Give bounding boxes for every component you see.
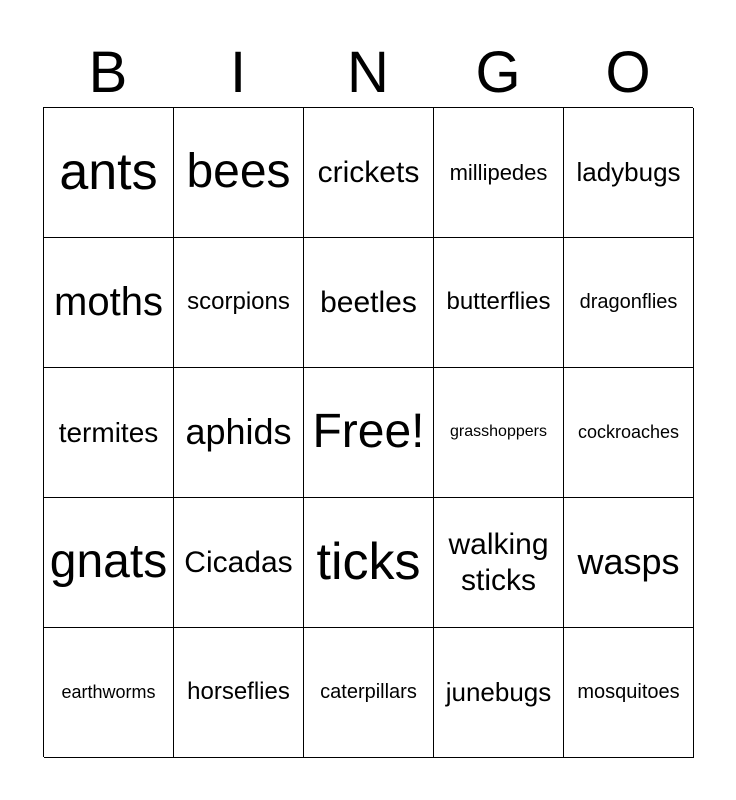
bingo-cell-r5c1: earthworms	[44, 628, 174, 758]
bingo-cell-r2c2: scorpions	[174, 238, 304, 368]
bingo-cell-r5c3: caterpillars	[304, 628, 434, 758]
bingo-cell-r1c4: millipedes	[434, 108, 564, 238]
bingo-cell-r5c2: horseflies	[174, 628, 304, 758]
bingo-cell-r2c5: dragonflies	[564, 238, 694, 368]
bingo-cell-r1c3: crickets	[304, 108, 434, 238]
header-letter-b: B	[88, 40, 128, 105]
bingo-cell-r4c4: walking sticks	[434, 498, 564, 628]
bingo-cell-r3c1: termites	[44, 368, 174, 498]
header-letter-i: I	[229, 40, 247, 105]
bingo-cell-r5c5: mosquitoes	[564, 628, 694, 758]
header-letter-g: G	[475, 40, 521, 105]
bingo-cell-r3c3: Free!	[304, 368, 434, 498]
bingo-cell-r4c5: wasps	[564, 498, 694, 628]
bingo-header	[43, 40, 693, 106]
bingo-cell-r4c2: Cicadas	[174, 498, 304, 628]
bingo-cell-r2c3: beetles	[304, 238, 434, 368]
bingo-cell-r4c3: ticks	[304, 498, 434, 628]
bingo-cell-r3c4: grasshoppers	[434, 368, 564, 498]
bingo-cell-r4c1: gnats	[44, 498, 174, 628]
header-letter-o: O	[605, 40, 651, 105]
bingo-cell-r3c2: aphids	[174, 368, 304, 498]
header-letter-n: N	[347, 40, 389, 105]
bingo-cell-r2c1: moths	[44, 238, 174, 368]
bingo-cell-r5c4: junebugs	[434, 628, 564, 758]
bingo-board	[43, 107, 693, 757]
bingo-cell-r1c1: ants	[44, 108, 174, 238]
bingo-cell-r3c5: cockroaches	[564, 368, 694, 498]
bingo-cell-r1c5: ladybugs	[564, 108, 694, 238]
bingo-cell-r1c2: bees	[174, 108, 304, 238]
bingo-cell-r2c4: butterflies	[434, 238, 564, 368]
